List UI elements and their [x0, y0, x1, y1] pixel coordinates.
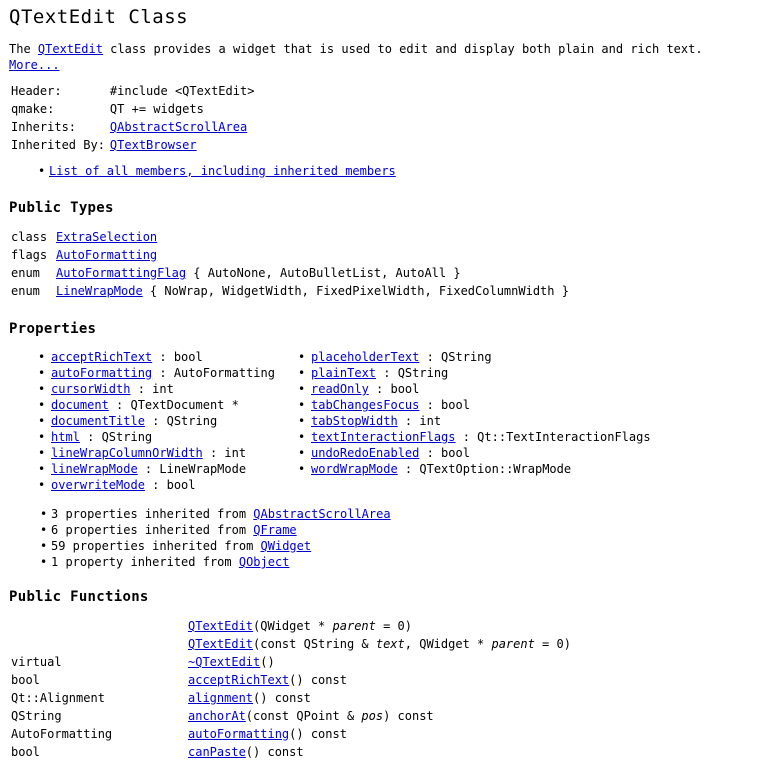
public-types-table: [9, 228, 572, 300]
property-item: [297, 413, 651, 429]
table-row: [9, 246, 572, 264]
property-link[interactable]: lineWrapMode: [51, 462, 138, 476]
property-item: [297, 365, 651, 381]
inherited-properties-list: [37, 506, 752, 570]
property-item: [37, 477, 297, 493]
parameter-name: pos: [361, 709, 384, 723]
type-cell: [54, 264, 572, 282]
signature-text: (const QString &: [253, 637, 376, 651]
header-value-cell: [108, 118, 258, 136]
signature-text: () const: [245, 745, 304, 759]
inherited-item: [37, 522, 752, 538]
table-row: [9, 725, 574, 743]
property-link[interactable]: textInteractionFlags: [311, 430, 456, 444]
property-type: : QString: [419, 350, 492, 364]
property-item: [297, 381, 651, 397]
header-key: qmake:: [11, 102, 55, 116]
signature-text: = 0): [534, 637, 571, 651]
function-signature: [186, 653, 574, 671]
properties-column-1: [37, 349, 297, 493]
property-item: [37, 445, 297, 461]
more-link[interactable]: More...: [9, 58, 60, 72]
table-row: [9, 671, 574, 689]
function-link[interactable]: QTextEdit: [188, 619, 254, 633]
signature-text: , QWidget *: [404, 637, 492, 651]
function-link[interactable]: acceptRichText: [188, 673, 290, 687]
header-table: [9, 82, 257, 154]
property-type: : int: [202, 446, 247, 460]
table-row: [9, 689, 574, 707]
class-link[interactable]: QTextEdit: [37, 42, 103, 56]
inherited-item: [37, 538, 752, 554]
function-signature: [186, 689, 574, 707]
inherited-class-link[interactable]: QAbstractScrollArea: [253, 507, 391, 521]
header-value-cell: [108, 136, 258, 154]
type-keyword: class: [11, 230, 48, 244]
header-value-link[interactable]: QAbstractScrollArea: [109, 120, 248, 134]
property-type: : bool: [368, 382, 420, 396]
table-row: [9, 228, 572, 246]
inherited-class-link[interactable]: QWidget: [260, 539, 312, 553]
function-return-type: QString: [11, 709, 62, 723]
type-link[interactable]: ExtraSelection: [56, 230, 158, 244]
property-type: : bool: [152, 350, 203, 364]
type-keyword: flags: [11, 248, 48, 262]
parameter-name: parent: [332, 619, 376, 633]
properties-column-2: [297, 349, 651, 493]
inherited-class-link[interactable]: QObject: [238, 555, 290, 569]
table-row: [9, 264, 572, 282]
property-type: : bool: [419, 398, 470, 412]
property-type: : QString: [144, 414, 218, 428]
header-key: Inherited By:: [11, 138, 105, 152]
property-link[interactable]: tabChangesFocus: [311, 398, 420, 412]
header-value-cell: [108, 82, 258, 100]
property-item: [297, 429, 651, 445]
page-title: QTextEdit Class: [9, 6, 189, 28]
table-row: [9, 136, 257, 154]
header-key: Inherits:: [11, 120, 77, 134]
inherited-text: 1 property inherited from: [51, 555, 239, 569]
type-link[interactable]: LineWrapMode: [56, 284, 143, 298]
function-return-type: [9, 635, 186, 653]
header-value: QT += widgets: [109, 102, 204, 116]
type-keyword: enum: [11, 266, 40, 280]
members-list: [35, 163, 752, 179]
function-signature: [186, 617, 574, 635]
function-signature: [186, 635, 574, 653]
property-type: : LineWrapMode: [137, 462, 247, 476]
property-link[interactable]: placeholderText: [311, 350, 420, 364]
desc-prefix: The: [9, 42, 38, 56]
property-link[interactable]: wordWrapMode: [311, 462, 398, 476]
public-types-heading: Public Types: [9, 200, 114, 216]
type-cell: [54, 282, 572, 300]
signature-text: () const: [289, 673, 347, 687]
property-item: [37, 381, 297, 397]
parameter-name: parent: [491, 637, 535, 651]
signature-text: (): [260, 655, 275, 669]
property-link[interactable]: cursorWidth: [51, 382, 131, 396]
property-item: [37, 429, 297, 445]
function-signature: [186, 743, 574, 761]
table-row: [9, 635, 574, 653]
signature-text: ) const: [383, 709, 434, 723]
table-row: [9, 100, 257, 118]
type-keyword: enum: [11, 284, 40, 298]
function-link[interactable]: autoFormatting: [188, 727, 290, 741]
function-signature: [186, 671, 574, 689]
function-return-type: AutoFormatting: [11, 727, 113, 741]
function-link[interactable]: anchorAt: [188, 709, 246, 723]
property-link[interactable]: tabStopWidth: [311, 414, 398, 428]
header-key: Header:: [11, 84, 62, 98]
public-functions-heading: Public Functions: [9, 589, 149, 605]
table-row: [9, 82, 257, 100]
function-link[interactable]: canPaste: [188, 745, 246, 759]
property-item: [37, 397, 297, 413]
property-item: [37, 413, 297, 429]
properties-heading: Properties: [9, 321, 97, 337]
table-row: [9, 743, 574, 761]
function-return-type: [9, 617, 186, 635]
property-link[interactable]: document: [51, 398, 109, 412]
public-functions-table: [9, 617, 574, 761]
table-row: [9, 617, 574, 635]
property-link[interactable]: acceptRichText: [51, 350, 153, 364]
property-type: : AutoFormatting: [152, 366, 275, 380]
signature-text: () const: [253, 691, 311, 705]
function-signature: [186, 725, 574, 743]
inherited-text: 59 properties inherited from: [51, 539, 261, 553]
signature-text: (const QPoint &: [245, 709, 362, 723]
function-signature: [186, 707, 574, 725]
inherited-item: [37, 506, 752, 522]
all-members-link[interactable]: List of all members, including inherited members: [49, 164, 396, 178]
type-cell: [54, 246, 572, 264]
type-values: { NoWrap, WidgetWidth, FixedPixelWidth, FixedColumnWidth }: [142, 284, 569, 298]
property-type: : bool: [144, 478, 196, 492]
function-link[interactable]: alignment: [188, 691, 254, 705]
header-value-link[interactable]: QTextBrowser: [109, 138, 197, 152]
property-link[interactable]: readOnly: [311, 382, 369, 396]
desc-text: class provides a widget that is used to edit and display both plain and rich text.: [102, 42, 703, 56]
property-link[interactable]: plainText: [311, 366, 377, 380]
property-type: : QTextOption::WrapMode: [397, 462, 572, 476]
property-link[interactable]: autoFormatting: [51, 366, 153, 380]
property-type: : int: [130, 382, 174, 396]
function-return-type: bool: [11, 745, 40, 759]
header-value: #include <QTextEdit>: [109, 84, 255, 98]
table-row: [9, 653, 574, 671]
function-link[interactable]: QTextEdit: [188, 637, 254, 651]
function-return-type: bool: [11, 673, 40, 687]
property-type: : QString: [376, 366, 449, 380]
table-row: [9, 118, 257, 136]
list-item: [35, 163, 752, 179]
signature-text: () const: [289, 727, 347, 741]
property-link[interactable]: lineWrapColumnOrWidth: [51, 446, 203, 460]
property-item: [37, 349, 297, 365]
class-description: [9, 41, 752, 73]
inherited-class-link[interactable]: QFrame: [253, 523, 297, 537]
property-item: [297, 397, 651, 413]
inherited-text: 6 properties inherited from: [51, 523, 254, 537]
function-link[interactable]: ~QTextEdit: [188, 655, 261, 669]
properties-columns: [37, 349, 752, 493]
type-link[interactable]: AutoFormatting: [56, 248, 158, 262]
function-return-type: Qt::Alignment: [11, 691, 105, 705]
table-row: [9, 282, 572, 300]
property-type: : QString: [79, 430, 153, 444]
property-type: : Qt::TextInteractionFlags: [455, 430, 651, 444]
inherited-text: 3 properties inherited from: [51, 507, 254, 521]
parameter-name: text: [375, 637, 405, 651]
property-link[interactable]: undoRedoEnabled: [311, 446, 420, 460]
property-link[interactable]: overwriteMode: [51, 478, 145, 492]
signature-text: = 0): [375, 619, 412, 633]
header-value-cell: [108, 100, 258, 118]
signature-text: (QWidget *: [253, 619, 333, 633]
property-type: : int: [397, 414, 442, 428]
type-values: { AutoNone, AutoBulletList, AutoAll }: [186, 266, 461, 280]
inherited-item: [37, 554, 752, 570]
type-cell: [54, 228, 572, 246]
property-item: [37, 461, 297, 477]
table-row: [9, 707, 574, 725]
type-link[interactable]: AutoFormattingFlag: [56, 266, 187, 280]
property-link[interactable]: documentTitle: [51, 414, 145, 428]
property-type: : bool: [419, 446, 470, 460]
property-type: : QTextDocument *: [108, 398, 239, 412]
property-item: [297, 349, 651, 365]
property-link[interactable]: html: [51, 430, 80, 444]
property-item: [297, 445, 651, 461]
property-item: [37, 365, 297, 381]
function-return-type: virtual: [11, 655, 62, 669]
property-item: [297, 461, 651, 477]
